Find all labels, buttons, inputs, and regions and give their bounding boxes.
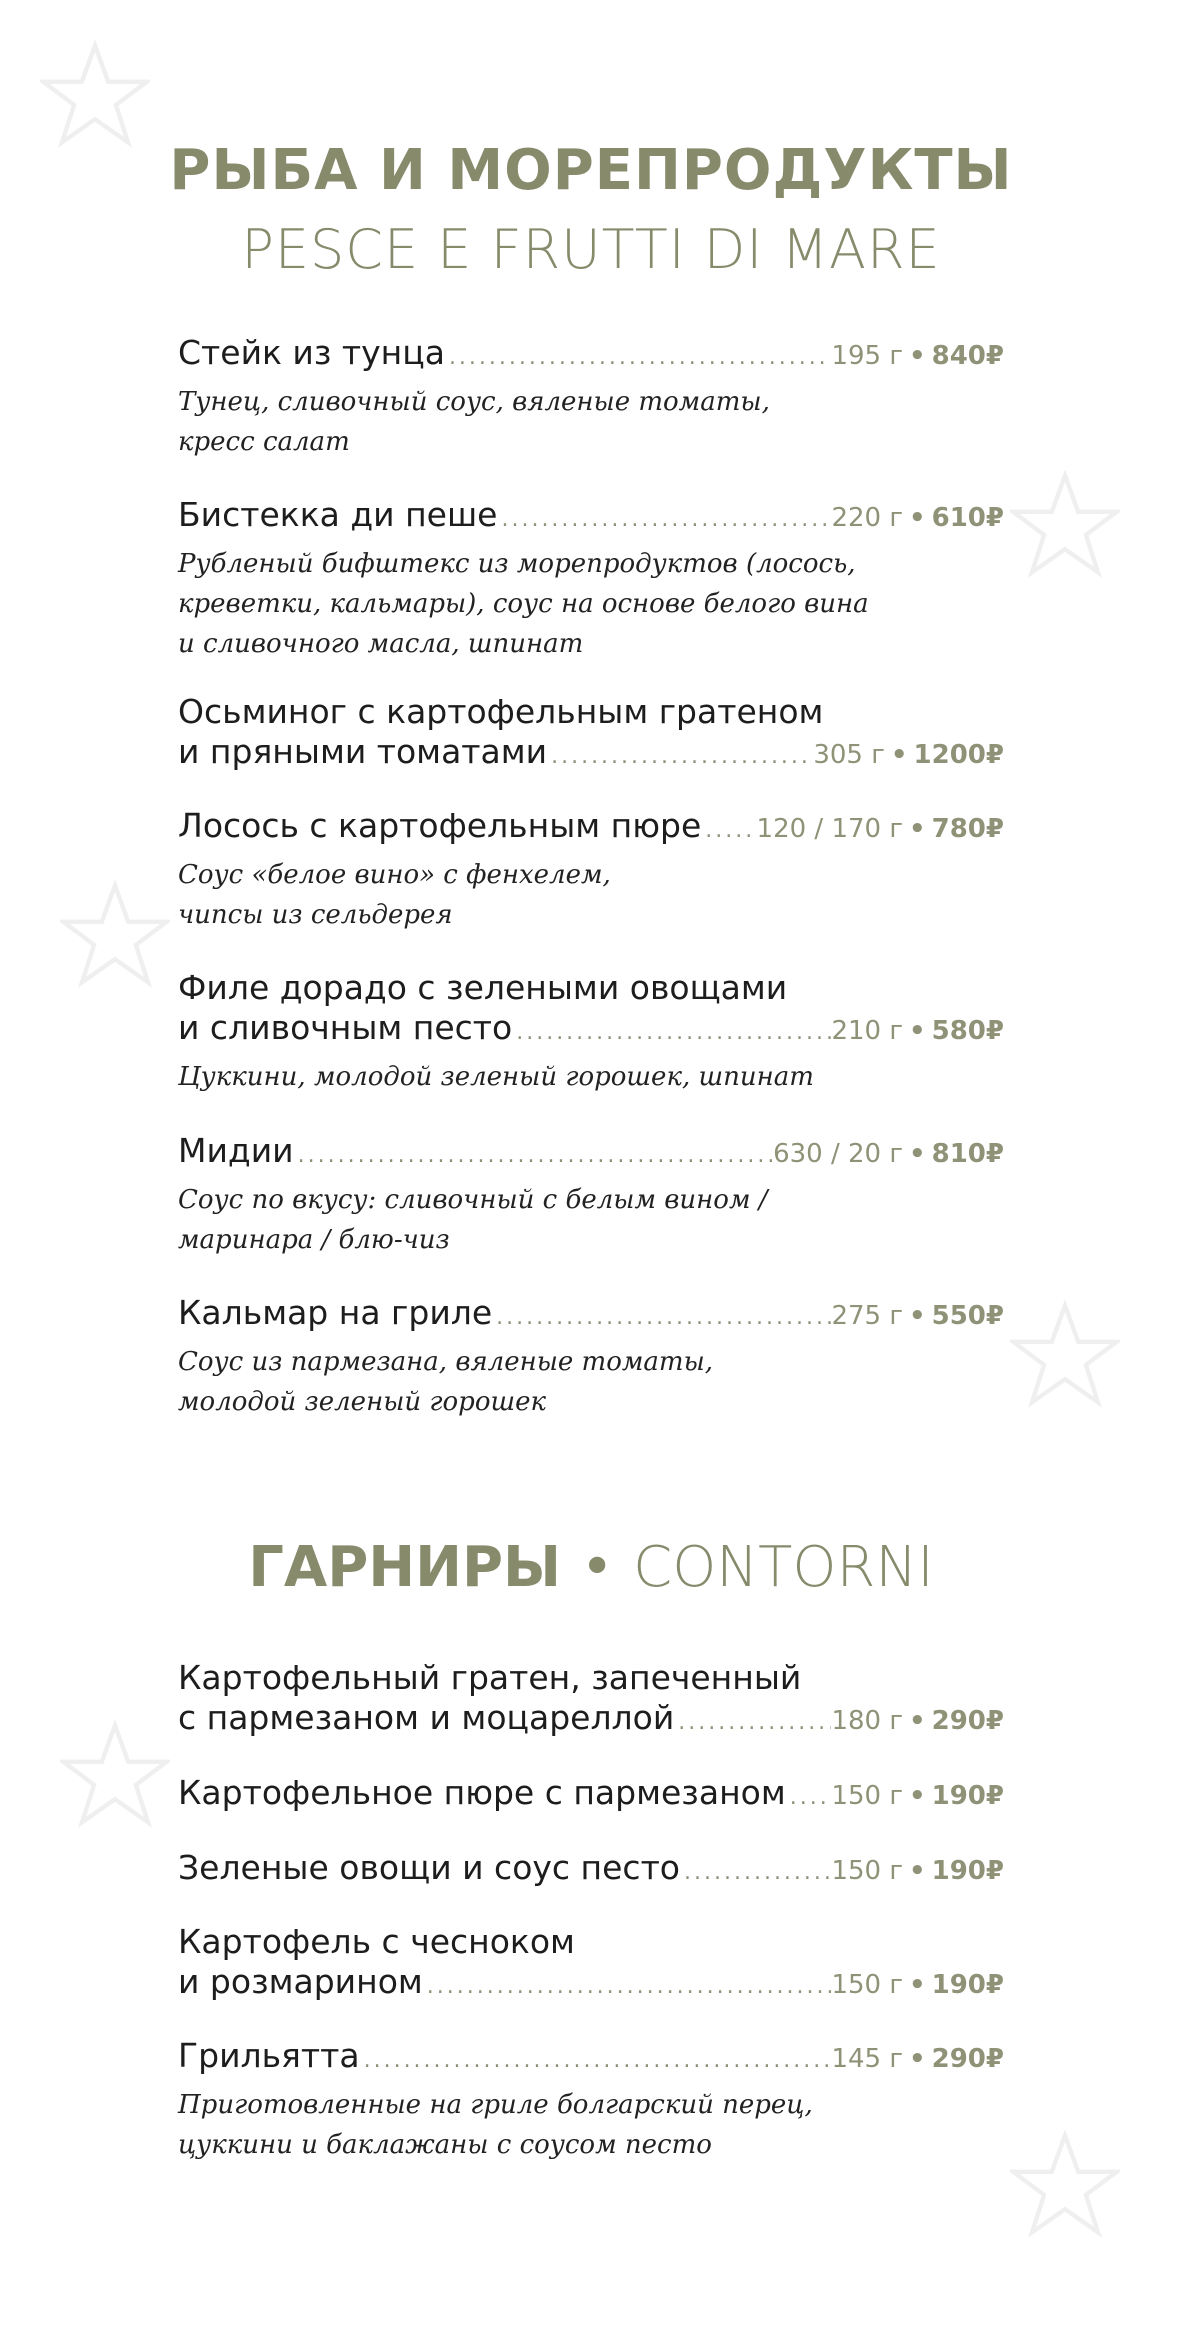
- menu-item-weight: 210 г: [831, 1016, 903, 1046]
- price-block: [831, 1965, 1004, 2005]
- fork-star-watermark-icon: [1010, 470, 1120, 580]
- menu-item-price: 580₽: [931, 1016, 1004, 1046]
- section-title-sides: [0, 1535, 1182, 1600]
- price-block: [831, 2039, 1004, 2079]
- menu-item: [178, 495, 1004, 664]
- price-block: [831, 1011, 1004, 1051]
- section-title-fish-ru: РЫБА И МОРЕПРОДУКТЫ: [169, 138, 1013, 203]
- menu-item-description: [178, 1180, 1004, 1260]
- price-block: [831, 1296, 1004, 1336]
- price-block: [757, 809, 1004, 849]
- menu-item-weight: 120 / 170 г: [756, 814, 903, 844]
- menu-item-weight: 150 г: [831, 1781, 903, 1811]
- fork-star-watermark-icon: [60, 880, 170, 990]
- menu-item-price: 190₽: [931, 1781, 1004, 1811]
- fork-star-watermark-icon: [1010, 2130, 1120, 2240]
- menu-item-price: 810₽: [931, 1139, 1004, 1169]
- dot-leader: [547, 737, 813, 777]
- menu-item-row: [178, 1131, 1004, 1176]
- menu-item-price: 610₽: [931, 503, 1004, 533]
- price-block: [831, 1701, 1004, 1741]
- description-line: Соус из пармезана, вяленые томаты,: [178, 1347, 714, 1377]
- price-separator: •: [909, 1301, 926, 1331]
- menu-item-name: и пряными томатами: [178, 732, 548, 771]
- menu-item-name: Картофельное пюре с пармезаном: [178, 1773, 786, 1812]
- dot-leader: [786, 1778, 832, 1818]
- menu-item-name: Зеленые овощи и соус песто: [178, 1848, 680, 1887]
- description-line: Тунец, сливочный соус, вяленые томаты,: [178, 387, 770, 417]
- dot-leader: [497, 500, 831, 540]
- dot-leader: [423, 1967, 832, 2007]
- dot-leader: [701, 811, 756, 851]
- price-block: [831, 1776, 1004, 1816]
- menu-item-name: Кальмар на гриле: [178, 1293, 493, 1332]
- price-separator: •: [909, 1016, 926, 1046]
- menu-item-description: [178, 382, 1004, 462]
- menu-item-row: [178, 1293, 1004, 1338]
- menu-item-weight: 195 г: [831, 341, 903, 371]
- dot-leader: [445, 338, 832, 378]
- price-separator: •: [909, 2044, 926, 2074]
- menu-item-description: [178, 2085, 1004, 2165]
- menu-item-name: с пармезаном и моцареллой: [178, 1698, 675, 1737]
- menu-item-price: 290₽: [931, 1706, 1004, 1736]
- menu-item-weight: 145 г: [831, 2044, 903, 2074]
- menu-item-price: 290₽: [931, 2044, 1004, 2074]
- menu-item-description: [178, 1342, 1004, 1422]
- menu-item-name-line: Филе дорадо с зелеными овощами: [178, 968, 788, 1007]
- menu-item-row: [178, 1008, 1004, 1053]
- menu-item: [178, 968, 1004, 1097]
- fork-star-watermark-icon: [40, 40, 150, 150]
- section-title-sides-it: CONTORNI: [633, 1535, 934, 1600]
- menu-item-name: Грильятта: [178, 2036, 360, 2075]
- menu-item-weight: 180 г: [831, 1706, 903, 1736]
- menu-item-name-line: Картофельный гратен, запеченный: [178, 1658, 802, 1697]
- description-line: чипсы из сельдерея: [178, 900, 453, 930]
- menu-item-price: 780₽: [931, 814, 1004, 844]
- menu-item: [178, 2036, 1004, 2165]
- menu-item-row: [178, 806, 1004, 851]
- menu-item-weight: 220 г: [831, 503, 903, 533]
- description-line: молодой зеленый горошек: [178, 1387, 547, 1417]
- menu-item-price: 190₽: [931, 1856, 1004, 1886]
- menu-item: [178, 692, 1004, 777]
- menu-item-description: [178, 1057, 1004, 1097]
- menu-item: [178, 1131, 1004, 1260]
- dot-leader: [680, 1853, 831, 1893]
- price-separator: •: [909, 814, 926, 844]
- section-title-sides-ru: ГАРНИРЫ: [248, 1535, 562, 1600]
- description-line: Цуккини, молодой зеленый горошек, шпинат: [178, 1062, 814, 1092]
- description-line: цуккини и баклажаны с соусом песто: [178, 2130, 712, 2160]
- menu-item-row: [178, 1773, 1004, 1818]
- description-line: и сливочного масла, шпинат: [178, 629, 584, 659]
- menu-item-price: 550₽: [931, 1301, 1004, 1331]
- price-separator: •: [909, 341, 926, 371]
- price-separator: •: [909, 503, 926, 533]
- menu-item-row: [178, 2036, 1004, 2081]
- menu-item-description: [178, 855, 1004, 935]
- description-line: маринара / блю-чиз: [178, 1225, 450, 1255]
- menu-item-description: [178, 544, 1004, 664]
- menu-item-price: 1200₽: [913, 740, 1004, 770]
- menu-item: [178, 1848, 1004, 1893]
- menu-item-name-line: Осьминог с картофельным гратеном: [178, 692, 824, 731]
- price-separator: •: [909, 1970, 926, 2000]
- price-block: [831, 498, 1004, 538]
- fork-star-watermark-icon: [1010, 1300, 1120, 1410]
- menu-item-row: [178, 495, 1004, 540]
- menu-item-name: Мидии: [178, 1131, 294, 1170]
- menu-item-name: Лосось с картофельным пюре: [178, 806, 702, 845]
- price-block: [813, 735, 1004, 775]
- menu-item-weight: 275 г: [831, 1301, 903, 1331]
- menu-item: [178, 1773, 1004, 1818]
- menu-item: [178, 1658, 1004, 1743]
- dot-leader: [294, 1136, 773, 1176]
- fork-star-watermark-icon: [60, 1720, 170, 1830]
- menu-item-row: [178, 732, 1004, 777]
- price-block: [831, 1851, 1004, 1891]
- description-line: креветки, кальмары), соус на основе белого вина: [178, 589, 869, 619]
- price-separator: •: [890, 740, 908, 770]
- menu-item-row: [178, 333, 1004, 378]
- menu-item: [178, 1293, 1004, 1422]
- menu-item-price: 190₽: [931, 1970, 1004, 2000]
- menu-item-weight: 150 г: [831, 1970, 903, 2000]
- menu-item: [178, 1922, 1004, 2007]
- menu-item-name: и розмарином: [178, 1962, 423, 2001]
- price-separator: •: [909, 1139, 926, 1169]
- price-separator: •: [909, 1856, 926, 1886]
- price-block: [773, 1134, 1004, 1174]
- title-separator: •: [580, 1535, 614, 1600]
- menu-item-weight: 630 / 20 г: [773, 1139, 903, 1169]
- description-line: Приготовленные на гриле болгарский перец,: [178, 2090, 813, 2120]
- dot-leader: [492, 1298, 831, 1338]
- menu-item-row: [178, 1848, 1004, 1893]
- menu-item-row: [178, 1962, 1004, 2007]
- menu-item: [178, 333, 1004, 462]
- menu-item-name: и сливочным песто: [178, 1008, 513, 1047]
- description-line: Соус «белое вино» с фенхелем,: [178, 860, 611, 890]
- description-line: Рубленый бифштекс из морепродуктов (лосось,: [178, 549, 856, 579]
- menu-item-name: Бистекка ди пеше: [178, 495, 498, 534]
- price-block: [831, 336, 1004, 376]
- menu-item-name-line: Картофель с чесноком: [178, 1922, 575, 1961]
- description-line: кресс салат: [178, 427, 350, 457]
- menu-item-name: Стейк из тунца: [178, 333, 445, 372]
- menu-item-weight: 150 г: [831, 1856, 903, 1886]
- price-separator: •: [909, 1706, 926, 1736]
- menu-item-weight: 305 г: [813, 740, 885, 770]
- dot-leader: [360, 2041, 832, 2081]
- section-title-fish-it: PESCE E FRUTTI DI MARE: [241, 218, 941, 281]
- dot-leader: [674, 1703, 831, 1743]
- menu-item: [178, 806, 1004, 935]
- menu-item-price: 840₽: [931, 341, 1004, 371]
- menu-item-row: [178, 1698, 1004, 1743]
- description-line: Соус по вкусу: сливочный с белым вином /: [178, 1185, 768, 1215]
- dot-leader: [512, 1013, 831, 1053]
- price-separator: •: [909, 1781, 926, 1811]
